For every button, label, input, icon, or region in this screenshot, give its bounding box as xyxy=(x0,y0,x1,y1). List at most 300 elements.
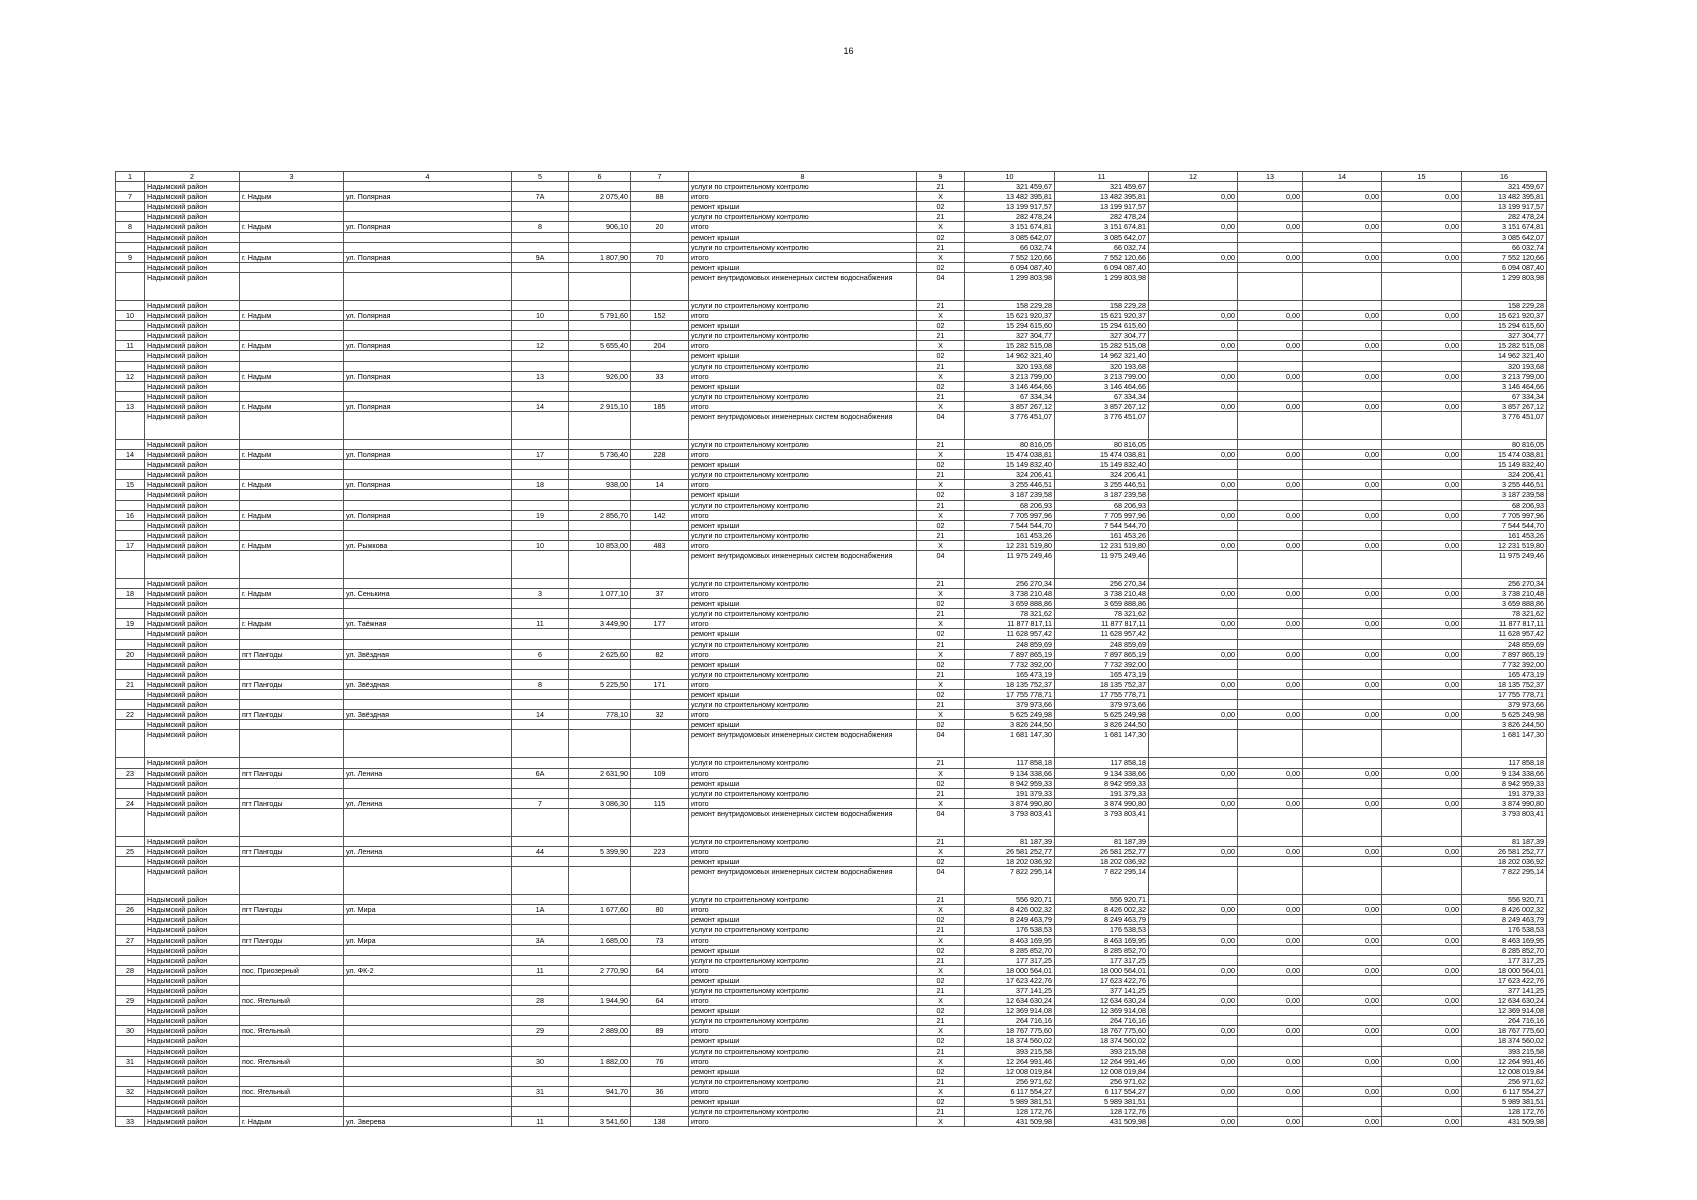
row-number-cell xyxy=(116,808,145,836)
federal-cost-cell: 0,00 xyxy=(1149,1117,1238,1127)
row-number-cell: 7 xyxy=(116,192,145,202)
house-number-cell: 12 xyxy=(512,341,569,351)
regional-cost-cell xyxy=(1238,300,1303,310)
regional-cost-cell: 0,00 xyxy=(1238,846,1303,856)
row-number-cell xyxy=(116,778,145,788)
fund-cost-cell: 256 270,34 xyxy=(1055,579,1149,589)
settlement-cell xyxy=(240,599,344,609)
owners-cost-cell: 0,00 xyxy=(1382,1086,1462,1096)
fund-cost-cell: 165 473,19 xyxy=(1055,669,1149,679)
local-cost-cell: 0,00 xyxy=(1303,1056,1382,1066)
work-code-cell: 21 xyxy=(917,1016,965,1026)
house-number-cell xyxy=(512,262,569,272)
settlement-cell xyxy=(240,1036,344,1046)
owners-cost-cell: 0,00 xyxy=(1382,311,1462,321)
district-cell: Надымский район xyxy=(145,935,240,945)
row-number-cell xyxy=(116,272,145,300)
work-type-cell: ремонт крыши xyxy=(689,915,917,925)
work-code-cell: Х xyxy=(917,710,965,720)
owners-cost-cell xyxy=(1382,212,1462,222)
settlement-cell: пос. Ягельный xyxy=(240,1026,344,1036)
district-cell: Надымский район xyxy=(145,500,240,510)
settlement-cell xyxy=(240,242,344,252)
local-cost-cell xyxy=(1303,700,1382,710)
district-cell: Надымский район xyxy=(145,788,240,798)
table-row xyxy=(116,1016,1547,1026)
house-number-cell xyxy=(512,1066,569,1076)
regional-cost-cell xyxy=(1238,758,1303,768)
work-type-cell: итого xyxy=(689,619,917,629)
work-code-cell: Х xyxy=(917,996,965,1006)
district-cell: Надымский район xyxy=(145,540,240,550)
final-cost-cell: 12 369 914,08 xyxy=(1462,1006,1547,1016)
row-number-cell xyxy=(116,321,145,331)
residents-cell: 177 xyxy=(631,619,689,629)
local-cost-cell xyxy=(1303,232,1382,242)
work-code-cell: 02 xyxy=(917,659,965,669)
regional-cost-cell xyxy=(1238,331,1303,341)
work-type-cell: ремонт внутридомовых инженерных систем водоснабжения xyxy=(689,808,917,836)
area-cell: 5 225,50 xyxy=(569,679,631,689)
local-cost-cell: 0,00 xyxy=(1303,1086,1382,1096)
total-cost-cell: 8 463 169,95 xyxy=(965,935,1055,945)
district-cell: Надымский район xyxy=(145,520,240,530)
final-cost-cell: 17 755 778,71 xyxy=(1462,690,1547,700)
fund-cost-cell: 5 989 381,51 xyxy=(1055,1097,1149,1107)
federal-cost-cell xyxy=(1149,232,1238,242)
settlement-cell xyxy=(240,609,344,619)
fund-cost-cell: 5 625 249,98 xyxy=(1055,710,1149,720)
house-number-cell xyxy=(512,1076,569,1086)
federal-cost-cell xyxy=(1149,778,1238,788)
fund-cost-cell: 68 206,93 xyxy=(1055,500,1149,510)
row-number-cell: 15 xyxy=(116,480,145,490)
fund-cost-cell: 117 858,18 xyxy=(1055,758,1149,768)
total-cost-cell: 7 732 392,00 xyxy=(965,659,1055,669)
federal-cost-cell xyxy=(1149,1016,1238,1026)
settlement-cell xyxy=(240,730,344,758)
regional-cost-cell xyxy=(1238,439,1303,449)
federal-cost-cell: 0,00 xyxy=(1149,1086,1238,1096)
settlement-cell: пос. Приозерный xyxy=(240,965,344,975)
table-row xyxy=(116,411,1547,439)
area-cell xyxy=(569,500,631,510)
local-cost-cell xyxy=(1303,579,1382,589)
house-number-cell xyxy=(512,1046,569,1056)
fund-cost-cell: 7 732 392,00 xyxy=(1055,659,1149,669)
settlement-cell xyxy=(240,321,344,331)
work-code-cell: 21 xyxy=(917,758,965,768)
table-row xyxy=(116,955,1547,965)
residents-cell: 223 xyxy=(631,846,689,856)
street-cell xyxy=(344,460,512,470)
row-number-cell xyxy=(116,895,145,905)
work-code-cell: 21 xyxy=(917,925,965,935)
row-number-cell xyxy=(116,788,145,798)
fund-cost-cell: 3 255 446,51 xyxy=(1055,480,1149,490)
owners-cost-cell xyxy=(1382,579,1462,589)
street-cell xyxy=(344,411,512,439)
table-row xyxy=(116,262,1547,272)
street-cell xyxy=(344,212,512,222)
regional-cost-cell: 0,00 xyxy=(1238,311,1303,321)
federal-cost-cell: 0,00 xyxy=(1149,649,1238,659)
local-cost-cell xyxy=(1303,955,1382,965)
table-row xyxy=(116,500,1547,510)
final-cost-cell: 15 294 615,60 xyxy=(1462,321,1547,331)
area-cell: 1 807,90 xyxy=(569,252,631,262)
work-code-cell: Х xyxy=(917,371,965,381)
total-cost-cell: 15 282 515,08 xyxy=(965,341,1055,351)
residents-cell: 33 xyxy=(631,371,689,381)
area-cell: 3 449,90 xyxy=(569,619,631,629)
district-cell: Надымский район xyxy=(145,996,240,1006)
settlement-cell: пос. Ягельный xyxy=(240,1086,344,1096)
street-cell: ул. Полярная xyxy=(344,341,512,351)
area-cell: 2 915,10 xyxy=(569,401,631,411)
federal-cost-cell xyxy=(1149,629,1238,639)
table-row xyxy=(116,619,1547,629)
street-cell: ул. Ленина xyxy=(344,846,512,856)
federal-cost-cell: 0,00 xyxy=(1149,401,1238,411)
settlement-cell: г. Надым xyxy=(240,341,344,351)
total-cost-cell: 3 151 674,81 xyxy=(965,222,1055,232)
row-number-cell xyxy=(116,300,145,310)
row-number-cell xyxy=(116,530,145,540)
table-row xyxy=(116,311,1547,321)
regional-cost-cell: 0,00 xyxy=(1238,341,1303,351)
work-code-cell: 21 xyxy=(917,955,965,965)
final-cost-cell: 161 453,26 xyxy=(1462,530,1547,540)
local-cost-cell xyxy=(1303,669,1382,679)
fund-cost-cell: 3 826 244,50 xyxy=(1055,720,1149,730)
street-cell xyxy=(344,351,512,361)
final-cost-cell: 1 299 803,98 xyxy=(1462,272,1547,300)
regional-cost-cell xyxy=(1238,659,1303,669)
final-cost-cell: 8 942 959,33 xyxy=(1462,778,1547,788)
house-number-cell: 31 xyxy=(512,1086,569,1096)
area-cell xyxy=(569,361,631,371)
table-row xyxy=(116,361,1547,371)
final-cost-cell: 556 920,71 xyxy=(1462,895,1547,905)
residents-cell: 73 xyxy=(631,935,689,945)
regional-cost-cell xyxy=(1238,411,1303,439)
work-code-cell: Х xyxy=(917,965,965,975)
work-type-cell: ремонт крыши xyxy=(689,1036,917,1046)
total-cost-cell: 12 634 630,24 xyxy=(965,996,1055,1006)
owners-cost-cell xyxy=(1382,500,1462,510)
regional-cost-cell xyxy=(1238,895,1303,905)
owners-cost-cell: 0,00 xyxy=(1382,798,1462,808)
settlement-cell xyxy=(240,1006,344,1016)
work-type-cell: услуги по строительному контролю xyxy=(689,1076,917,1086)
local-cost-cell xyxy=(1303,361,1382,371)
street-cell xyxy=(344,490,512,500)
residents-cell xyxy=(631,300,689,310)
federal-cost-cell xyxy=(1149,460,1238,470)
row-number-cell: 28 xyxy=(116,965,145,975)
owners-cost-cell xyxy=(1382,599,1462,609)
table-row xyxy=(116,639,1547,649)
settlement-cell xyxy=(240,867,344,895)
residents-cell: 80 xyxy=(631,905,689,915)
row-number-cell xyxy=(116,500,145,510)
total-cost-cell: 264 716,16 xyxy=(965,1016,1055,1026)
street-cell xyxy=(344,470,512,480)
district-cell: Надымский район xyxy=(145,192,240,202)
settlement-cell xyxy=(240,500,344,510)
fund-cost-cell: 12 231 519,80 xyxy=(1055,540,1149,550)
regional-cost-cell xyxy=(1238,212,1303,222)
work-type-cell: услуги по строительному контролю xyxy=(689,986,917,996)
residents-cell xyxy=(631,659,689,669)
federal-cost-cell xyxy=(1149,300,1238,310)
total-cost-cell: 5 989 381,51 xyxy=(965,1097,1055,1107)
row-number-cell: 21 xyxy=(116,679,145,689)
district-cell: Надымский район xyxy=(145,808,240,836)
area-cell xyxy=(569,300,631,310)
fund-cost-cell: 7 822 295,14 xyxy=(1055,867,1149,895)
regional-cost-cell: 0,00 xyxy=(1238,401,1303,411)
fund-cost-cell: 11 975 249,46 xyxy=(1055,551,1149,579)
residents-cell xyxy=(631,915,689,925)
district-cell: Надымский район xyxy=(145,659,240,669)
house-number-cell xyxy=(512,439,569,449)
work-type-cell: итого xyxy=(689,905,917,915)
work-code-cell: Х xyxy=(917,222,965,232)
district-cell: Надымский район xyxy=(145,439,240,449)
table-row xyxy=(116,212,1547,222)
row-number-cell: 26 xyxy=(116,905,145,915)
federal-cost-cell xyxy=(1149,730,1238,758)
owners-cost-cell: 0,00 xyxy=(1382,540,1462,550)
final-cost-cell: 256 971,62 xyxy=(1462,1076,1547,1086)
work-code-cell: 21 xyxy=(917,300,965,310)
regional-cost-cell xyxy=(1238,945,1303,955)
settlement-cell xyxy=(240,1076,344,1086)
column-header: 6 xyxy=(569,172,631,182)
work-type-cell: услуги по строительному контролю xyxy=(689,242,917,252)
settlement-cell: г. Надым xyxy=(240,401,344,411)
area-cell: 906,10 xyxy=(569,222,631,232)
local-cost-cell xyxy=(1303,500,1382,510)
fund-cost-cell: 7 552 120,66 xyxy=(1055,252,1149,262)
owners-cost-cell xyxy=(1382,1036,1462,1046)
residents-cell xyxy=(631,599,689,609)
work-code-cell: Х xyxy=(917,540,965,550)
fund-cost-cell: 6 117 554,27 xyxy=(1055,1086,1149,1096)
local-cost-cell xyxy=(1303,925,1382,935)
residents-cell xyxy=(631,272,689,300)
work-code-cell: Х xyxy=(917,679,965,689)
owners-cost-cell: 0,00 xyxy=(1382,480,1462,490)
house-number-cell: 9А xyxy=(512,252,569,262)
owners-cost-cell: 0,00 xyxy=(1382,1056,1462,1066)
street-cell: ул. Рыжкова xyxy=(344,540,512,550)
house-number-cell xyxy=(512,1016,569,1026)
house-number-cell xyxy=(512,945,569,955)
area-cell xyxy=(569,945,631,955)
residents-cell xyxy=(631,975,689,985)
row-number-cell xyxy=(116,1107,145,1117)
work-code-cell: 02 xyxy=(917,778,965,788)
area-cell xyxy=(569,551,631,579)
local-cost-cell xyxy=(1303,300,1382,310)
fund-cost-cell: 282 478,24 xyxy=(1055,212,1149,222)
regional-cost-cell xyxy=(1238,361,1303,371)
residents-cell xyxy=(631,490,689,500)
owners-cost-cell xyxy=(1382,808,1462,836)
local-cost-cell xyxy=(1303,262,1382,272)
federal-cost-cell xyxy=(1149,381,1238,391)
table-row xyxy=(116,551,1547,579)
final-cost-cell: 117 858,18 xyxy=(1462,758,1547,768)
total-cost-cell: 66 032,74 xyxy=(965,242,1055,252)
owners-cost-cell: 0,00 xyxy=(1382,935,1462,945)
table-row xyxy=(116,1086,1547,1096)
street-cell xyxy=(344,996,512,1006)
residents-cell xyxy=(631,758,689,768)
federal-cost-cell: 0,00 xyxy=(1149,222,1238,232)
federal-cost-cell: 0,00 xyxy=(1149,450,1238,460)
house-number-cell xyxy=(512,758,569,768)
fund-cost-cell: 3 857 267,12 xyxy=(1055,401,1149,411)
house-number-cell: 11 xyxy=(512,1117,569,1127)
house-number-cell xyxy=(512,1107,569,1117)
street-cell xyxy=(344,700,512,710)
house-number-cell xyxy=(512,1036,569,1046)
row-number-cell xyxy=(116,925,145,935)
local-cost-cell xyxy=(1303,730,1382,758)
settlement-cell xyxy=(240,262,344,272)
fund-cost-cell: 13 482 395,81 xyxy=(1055,192,1149,202)
residents-cell xyxy=(631,836,689,846)
house-number-cell xyxy=(512,857,569,867)
street-cell: ул. Мира xyxy=(344,935,512,945)
federal-cost-cell xyxy=(1149,470,1238,480)
federal-cost-cell xyxy=(1149,945,1238,955)
district-cell: Надымский район xyxy=(145,1006,240,1016)
owners-cost-cell xyxy=(1382,945,1462,955)
district-cell: Надымский район xyxy=(145,450,240,460)
table-row xyxy=(116,935,1547,945)
street-cell xyxy=(344,1026,512,1036)
district-cell: Надымский район xyxy=(145,1026,240,1036)
fund-cost-cell: 3 776 451,07 xyxy=(1055,411,1149,439)
final-cost-cell: 13 199 917,57 xyxy=(1462,202,1547,212)
owners-cost-cell: 0,00 xyxy=(1382,649,1462,659)
column-header: 3 xyxy=(240,172,344,182)
regional-cost-cell: 0,00 xyxy=(1238,649,1303,659)
total-cost-cell: 165 473,19 xyxy=(965,669,1055,679)
total-cost-cell: 68 206,93 xyxy=(965,500,1055,510)
residents-cell xyxy=(631,321,689,331)
district-cell: Надымский район xyxy=(145,955,240,965)
table-row xyxy=(116,202,1547,212)
street-cell xyxy=(344,500,512,510)
area-cell xyxy=(569,629,631,639)
area-cell xyxy=(569,599,631,609)
final-cost-cell: 191 379,33 xyxy=(1462,788,1547,798)
work-code-cell: Х xyxy=(917,905,965,915)
house-number-cell: 8 xyxy=(512,222,569,232)
house-number-cell: 3А xyxy=(512,935,569,945)
regional-cost-cell: 0,00 xyxy=(1238,450,1303,460)
total-cost-cell: 6 094 087,40 xyxy=(965,262,1055,272)
work-code-cell: Х xyxy=(917,510,965,520)
final-cost-cell: 3 151 674,81 xyxy=(1462,222,1547,232)
residents-cell xyxy=(631,1076,689,1086)
area-cell xyxy=(569,1036,631,1046)
final-cost-cell: 18 374 560,02 xyxy=(1462,1036,1547,1046)
local-cost-cell xyxy=(1303,331,1382,341)
district-cell: Надымский район xyxy=(145,609,240,619)
district-cell: Надымский район xyxy=(145,905,240,915)
fund-cost-cell: 3 874 990,80 xyxy=(1055,798,1149,808)
work-type-cell: услуги по строительному контролю xyxy=(689,836,917,846)
table-row xyxy=(116,439,1547,449)
area-cell xyxy=(569,857,631,867)
owners-cost-cell: 0,00 xyxy=(1382,1026,1462,1036)
owners-cost-cell xyxy=(1382,629,1462,639)
residents-cell xyxy=(631,690,689,700)
owners-cost-cell xyxy=(1382,232,1462,242)
fund-cost-cell: 3 213 799,00 xyxy=(1055,371,1149,381)
table-row xyxy=(116,798,1547,808)
street-cell xyxy=(344,272,512,300)
fund-cost-cell: 78 321,62 xyxy=(1055,609,1149,619)
fund-cost-cell: 67 334,34 xyxy=(1055,391,1149,401)
owners-cost-cell xyxy=(1382,520,1462,530)
house-number-cell: 30 xyxy=(512,1056,569,1066)
street-cell xyxy=(344,915,512,925)
total-cost-cell: 12 369 914,08 xyxy=(965,1006,1055,1016)
area-cell xyxy=(569,975,631,985)
settlement-cell xyxy=(240,700,344,710)
final-cost-cell: 248 859,69 xyxy=(1462,639,1547,649)
federal-cost-cell: 0,00 xyxy=(1149,679,1238,689)
area-cell xyxy=(569,579,631,589)
local-cost-cell xyxy=(1303,520,1382,530)
district-cell: Надымский район xyxy=(145,1036,240,1046)
local-cost-cell xyxy=(1303,1076,1382,1086)
house-number-cell xyxy=(512,639,569,649)
work-code-cell: 21 xyxy=(917,331,965,341)
area-cell: 941,70 xyxy=(569,1086,631,1096)
house-number-cell xyxy=(512,659,569,669)
work-code-cell: Х xyxy=(917,450,965,460)
work-code-cell: 02 xyxy=(917,857,965,867)
final-cost-cell: 12 264 991,46 xyxy=(1462,1056,1547,1066)
settlement-cell: г. Надым xyxy=(240,222,344,232)
house-number-cell xyxy=(512,202,569,212)
work-type-cell: итого xyxy=(689,1117,917,1127)
federal-cost-cell xyxy=(1149,808,1238,836)
fund-cost-cell: 128 172,76 xyxy=(1055,1107,1149,1117)
federal-cost-cell: 0,00 xyxy=(1149,371,1238,381)
district-cell: Надымский район xyxy=(145,1056,240,1066)
street-cell xyxy=(344,609,512,619)
street-cell: ул. Звёздная xyxy=(344,679,512,689)
street-cell: ул. Сенькина xyxy=(344,589,512,599)
regional-cost-cell xyxy=(1238,500,1303,510)
table-row xyxy=(116,975,1547,985)
column-header: 10 xyxy=(965,172,1055,182)
final-cost-cell: 379 973,66 xyxy=(1462,700,1547,710)
total-cost-cell: 282 478,24 xyxy=(965,212,1055,222)
residents-cell xyxy=(631,700,689,710)
settlement-cell xyxy=(240,659,344,669)
